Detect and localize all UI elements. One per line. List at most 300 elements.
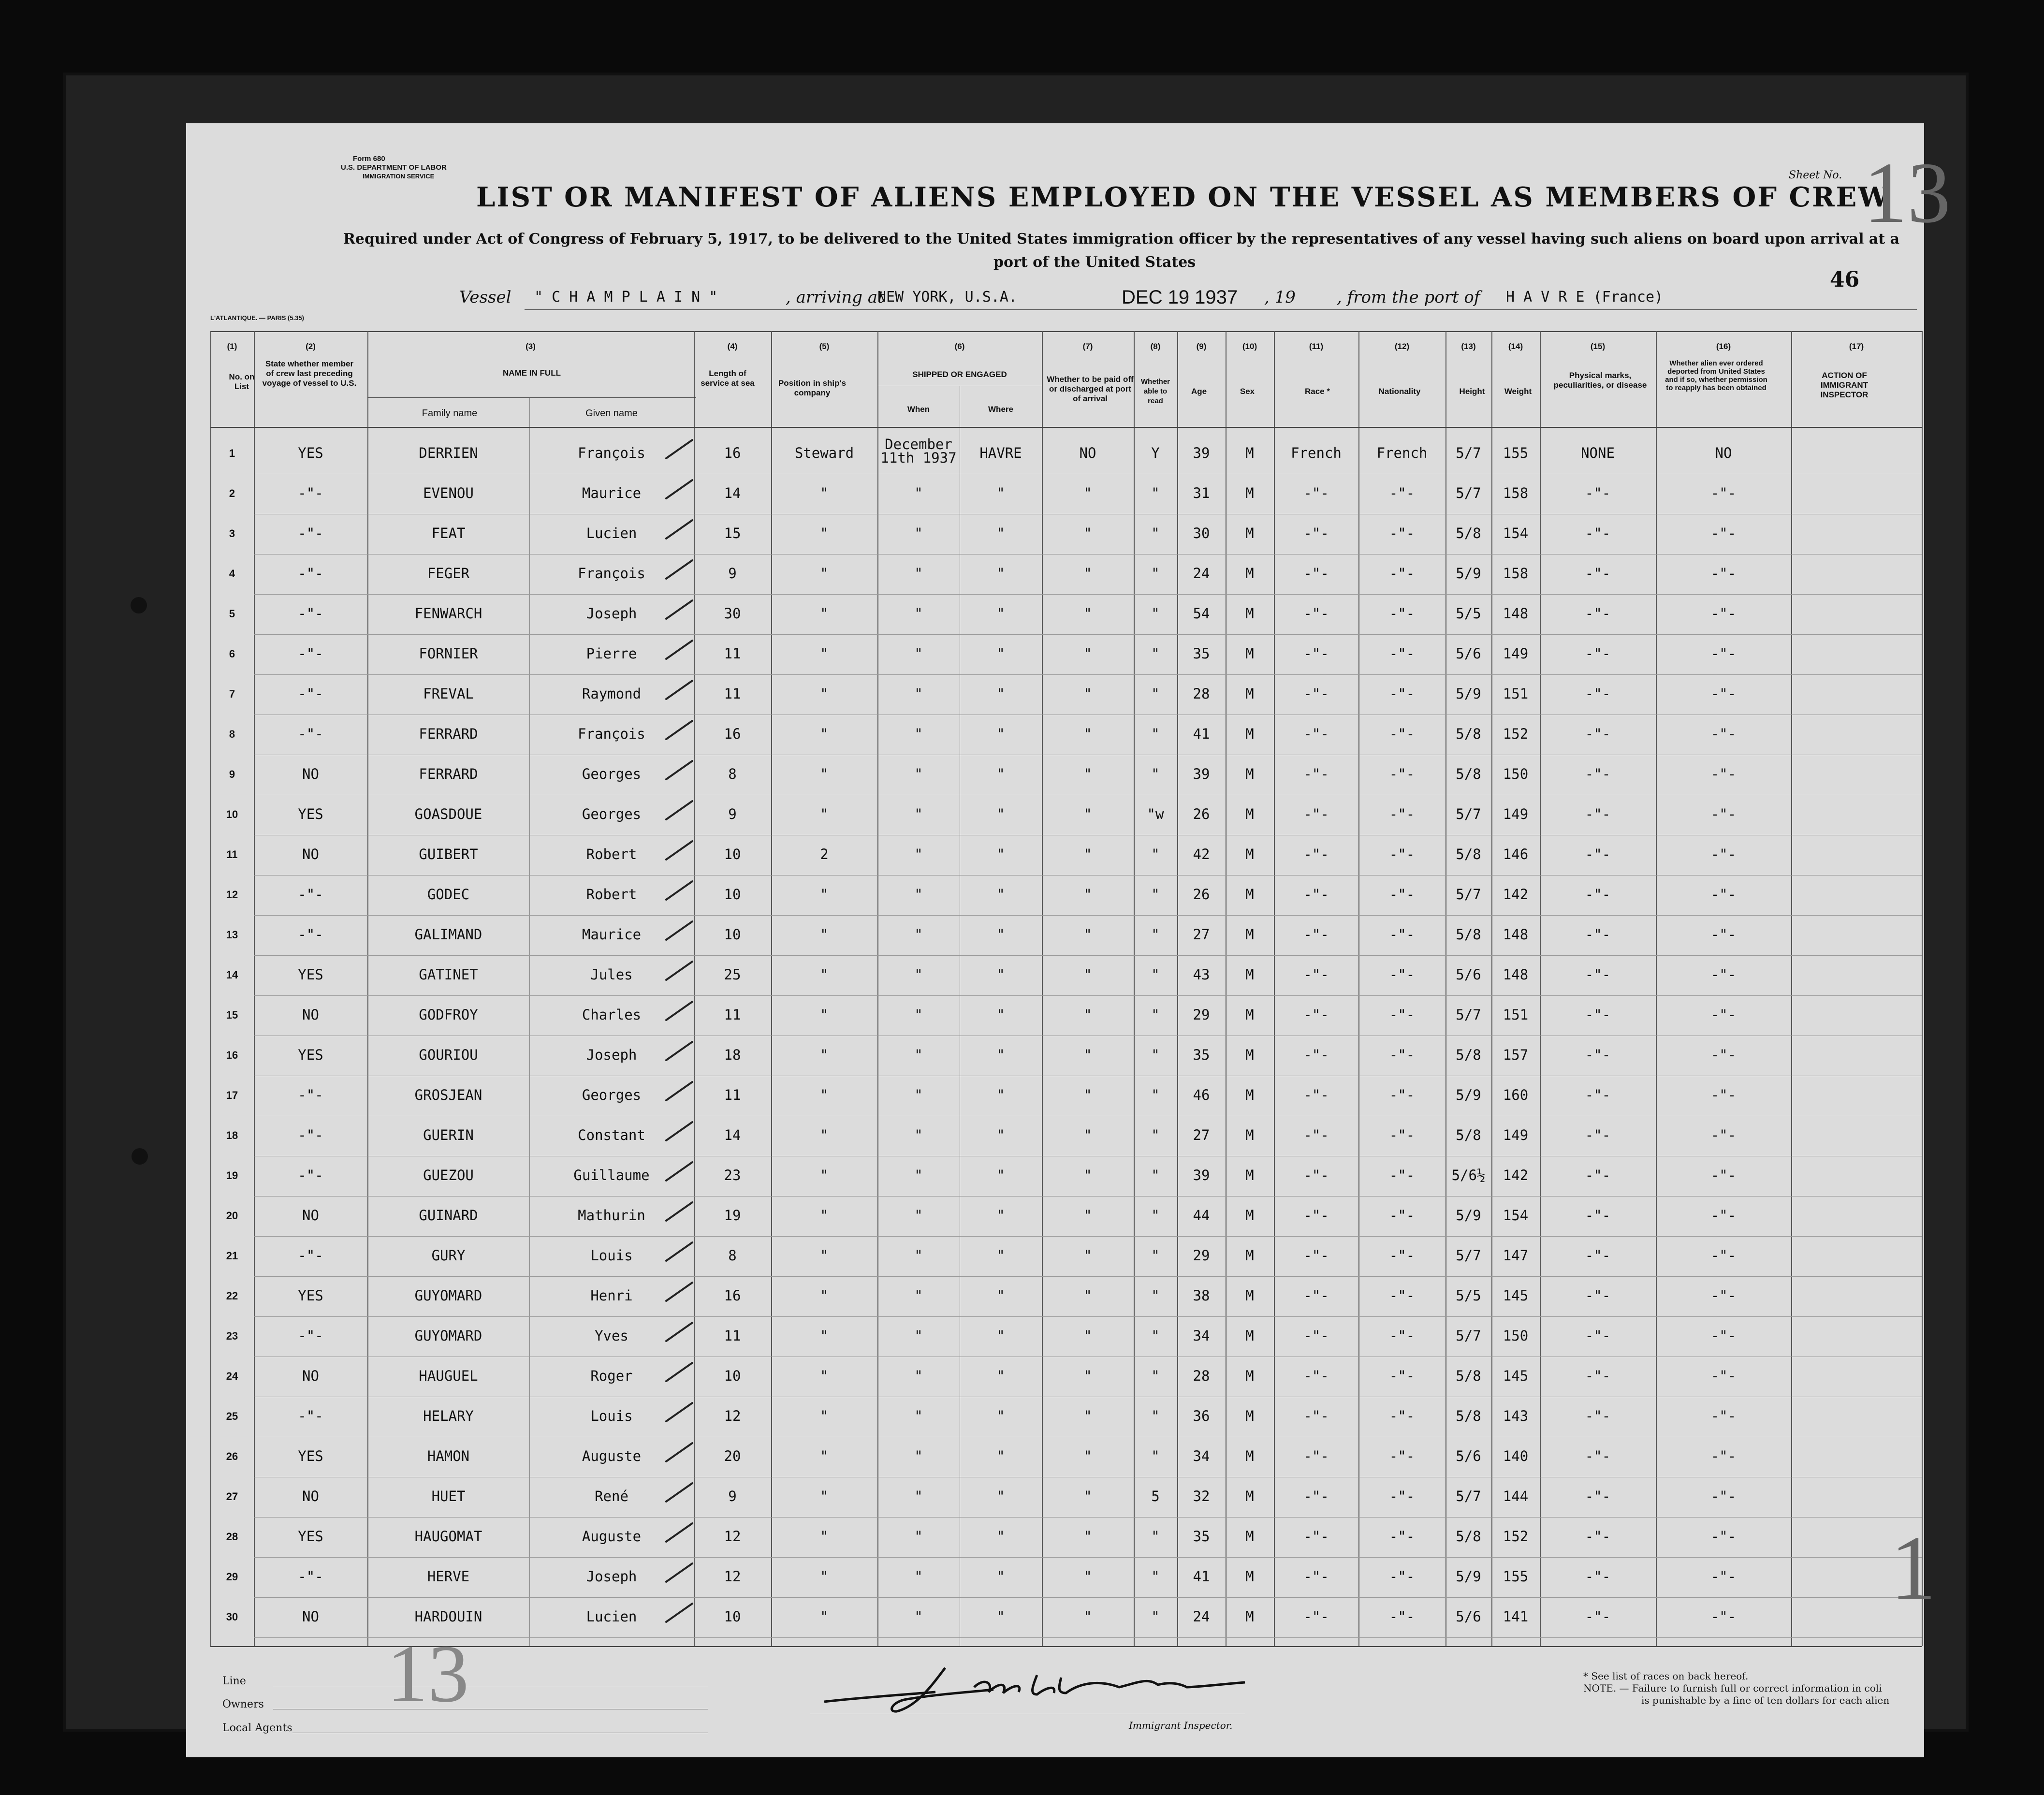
col-header-given-name: Given name — [585, 408, 638, 419]
able-to-read-cell: " — [1151, 1368, 1160, 1384]
shipped-where-cell: " — [996, 645, 1005, 662]
row-number: 25 — [226, 1410, 238, 1422]
column-rule — [1791, 331, 1792, 1646]
row-rule — [254, 1517, 1922, 1518]
family-name-cell: GUERIN — [423, 1127, 474, 1143]
weight-cell: 151 — [1503, 1007, 1529, 1023]
row-rule — [254, 1196, 1922, 1197]
sex-cell: M — [1245, 1368, 1254, 1384]
race-cell: -"- — [1303, 1368, 1329, 1384]
family-name-cell: FENWARCH — [414, 605, 482, 622]
able-to-read-cell: " — [1151, 1247, 1160, 1264]
paid-off-cell: " — [1083, 1608, 1092, 1625]
nationality-cell: -"- — [1389, 686, 1415, 702]
shipped-when-cell: " — [914, 966, 923, 983]
shipped-where-cell: " — [996, 1408, 1005, 1424]
age-cell: 32 — [1193, 1488, 1210, 1504]
column-number: (3) — [526, 342, 536, 351]
age-cell: 41 — [1193, 1568, 1210, 1585]
shipped-when-cell: " — [914, 1207, 923, 1224]
height-cell: 5/6 — [1456, 1608, 1481, 1625]
deported-status-cell: -"- — [1710, 766, 1737, 782]
height-cell: 5/8 — [1456, 766, 1481, 782]
age-cell: 31 — [1193, 485, 1210, 501]
height-cell: 5/7 — [1456, 1328, 1481, 1344]
paid-off-cell: " — [1083, 966, 1092, 983]
height-cell: 5/7 — [1456, 886, 1481, 903]
col-header-sex: Sex — [1240, 387, 1255, 396]
footer-owners-label: Owners — [222, 1698, 264, 1710]
race-cell: -"- — [1303, 1247, 1329, 1264]
physical-marks-cell: -"- — [1585, 1528, 1611, 1545]
paid-off-cell: " — [1083, 766, 1092, 782]
col-header-paid-off: Whether to be paid off or discharged at port of arrival — [1047, 375, 1134, 403]
service-length-cell: 25 — [724, 966, 741, 983]
column-number: (9) — [1196, 342, 1207, 351]
able-to-read-cell: " — [1151, 886, 1160, 903]
position-cell: " — [820, 485, 829, 501]
race-cell: -"- — [1303, 1608, 1329, 1625]
inspector-label: Immigrant Inspector. — [1129, 1720, 1233, 1731]
paid-off-cell: " — [1083, 1368, 1092, 1384]
row-number: 15 — [226, 1009, 238, 1021]
sex-cell: M — [1245, 1087, 1254, 1103]
sheet-label: Sheet No. — [1789, 169, 1842, 181]
given-name-cell: Lucien — [586, 525, 637, 541]
previous-voyage-cell: YES — [298, 966, 323, 983]
date-stamp: DEC 19 1937 — [1122, 287, 1238, 308]
col-header-height: Height — [1459, 387, 1485, 396]
vessel-line — [459, 288, 511, 307]
deported-status-cell: -"- — [1710, 1408, 1737, 1424]
nationality-cell: -"- — [1389, 1087, 1415, 1103]
column-number: (13) — [1461, 342, 1476, 351]
able-to-read-cell: " — [1151, 846, 1160, 862]
sex-cell: M — [1245, 1568, 1254, 1585]
race-cell: -"- — [1303, 1087, 1329, 1103]
row-number: 9 — [229, 768, 235, 780]
given-name-cell: Louis — [590, 1247, 633, 1264]
shipped-when-cell: " — [914, 1528, 923, 1545]
service-length-cell: 10 — [724, 926, 741, 943]
physical-marks-cell: -"- — [1585, 766, 1611, 782]
weight-cell: 142 — [1503, 886, 1529, 903]
sex-cell: M — [1245, 485, 1254, 501]
column-rule — [210, 331, 211, 1646]
weight-cell: 150 — [1503, 1328, 1529, 1344]
shipped-where-cell: " — [996, 1287, 1005, 1304]
able-to-read-cell: " — [1151, 1448, 1160, 1464]
nationality-cell: -"- — [1389, 726, 1415, 742]
previous-voyage-cell: YES — [298, 1287, 323, 1304]
weight-cell: 149 — [1503, 1127, 1529, 1143]
age-cell: 26 — [1193, 886, 1210, 903]
shipped-where-cell: " — [996, 1488, 1005, 1504]
weight-cell: 160 — [1503, 1087, 1529, 1103]
col-header-shipped: SHIPPED OR ENGAGED — [912, 370, 1007, 379]
shipped-when-cell: " — [914, 1368, 923, 1384]
paid-off-cell: " — [1083, 1167, 1092, 1183]
given-name-cell: Jules — [590, 966, 633, 983]
footer-line-label: Line — [222, 1675, 246, 1687]
position-cell: " — [820, 686, 829, 702]
row-number: 7 — [229, 688, 235, 700]
nationality-cell: -"- — [1389, 1127, 1415, 1143]
paid-off-cell: " — [1083, 605, 1092, 622]
able-to-read-cell: " — [1151, 1408, 1160, 1424]
weight-cell: 146 — [1503, 846, 1529, 862]
given-name-cell: Robert — [586, 886, 637, 903]
service-length-cell: 8 — [728, 766, 737, 782]
race-cell: -"- — [1303, 1007, 1329, 1023]
paid-off-cell: " — [1083, 926, 1092, 943]
service-length-cell: 8 — [728, 1247, 737, 1264]
weight-cell: 148 — [1503, 926, 1529, 943]
shipped-where-cell: " — [996, 1087, 1005, 1103]
shipped-where-cell: " — [996, 565, 1005, 582]
age-cell: 27 — [1193, 1127, 1210, 1143]
age-cell: 43 — [1193, 966, 1210, 983]
height-cell: 5/6 — [1456, 1448, 1481, 1464]
able-to-read-cell: " — [1151, 926, 1160, 943]
shipped-when-cell: " — [914, 926, 923, 943]
height-cell: 5/8 — [1456, 1047, 1481, 1063]
nationality-cell: -"- — [1389, 1528, 1415, 1545]
able-to-read-cell: " — [1151, 1608, 1160, 1625]
deported-status-cell: -"- — [1710, 485, 1737, 501]
race-cell: -"- — [1303, 686, 1329, 702]
given-name-cell: Joseph — [586, 1047, 637, 1063]
age-cell: 42 — [1193, 846, 1210, 862]
column-rule — [1922, 331, 1923, 1646]
height-cell: 5/6½ — [1451, 1167, 1486, 1183]
weight-cell: 158 — [1503, 565, 1529, 582]
weight-cell: 142 — [1503, 1167, 1529, 1183]
age-cell: 24 — [1193, 1608, 1210, 1625]
race-cell: -"- — [1303, 645, 1329, 662]
height-cell: 5/9 — [1456, 686, 1481, 702]
race-cell: -"- — [1303, 1047, 1329, 1063]
page-number: 46 — [1830, 267, 1860, 292]
family-name-cell: GODEC — [427, 886, 470, 903]
row-number: 30 — [226, 1611, 238, 1623]
shipped-where-cell: " — [996, 1448, 1005, 1464]
sex-cell: M — [1245, 926, 1254, 943]
weight-cell: 143 — [1503, 1408, 1529, 1424]
family-name-cell: HELARY — [423, 1408, 474, 1424]
service-length-cell: 11 — [724, 1328, 741, 1344]
family-name-cell: GOASDOUE — [414, 806, 482, 822]
row-number: 13 — [226, 929, 238, 941]
family-name-cell: DERRIEN — [419, 445, 478, 461]
row-rule — [254, 554, 1922, 555]
column-number: (15) — [1590, 342, 1606, 351]
nationality-cell: -"- — [1389, 846, 1415, 862]
weight-cell: 154 — [1503, 525, 1529, 541]
service-length-cell: 9 — [728, 806, 737, 822]
service-length-cell: 9 — [728, 565, 737, 582]
table-top-border — [210, 331, 1922, 332]
weight-cell: 147 — [1503, 1247, 1529, 1264]
col-header-family-name: Family name — [422, 408, 478, 419]
family-name-cell: FEAT — [431, 525, 466, 541]
race-cell: -"- — [1303, 485, 1329, 501]
arriving-label: , arriving at — [786, 288, 884, 307]
physical-marks-cell: -"- — [1585, 525, 1611, 541]
race-cell: -"- — [1303, 926, 1329, 943]
shipped-where-cell: " — [996, 686, 1005, 702]
previous-voyage-cell: YES — [298, 1047, 323, 1063]
previous-voyage-cell: -"- — [298, 485, 323, 501]
physical-marks-cell: -"- — [1585, 485, 1611, 501]
height-cell: 5/9 — [1456, 1087, 1481, 1103]
race-cell: -"- — [1303, 1488, 1329, 1504]
nationality-cell: -"- — [1389, 886, 1415, 903]
vessel-name: " C H A M P L A I N " — [534, 289, 718, 306]
position-cell: " — [820, 1448, 829, 1464]
service-length-cell: 10 — [724, 846, 741, 862]
shipped-when-cell: " — [914, 886, 923, 903]
race-cell: -"- — [1303, 1568, 1329, 1585]
physical-marks-cell: -"- — [1585, 1207, 1611, 1224]
able-to-read-cell: " — [1151, 1127, 1160, 1143]
column-number: (6) — [954, 342, 965, 351]
deported-status-cell: -"- — [1710, 605, 1737, 622]
physical-marks-cell: -"- — [1585, 886, 1611, 903]
shipped-where-cell: " — [996, 605, 1005, 622]
able-to-read-cell: 5 — [1151, 1488, 1160, 1504]
column-number: (17) — [1849, 342, 1864, 351]
deported-status-cell: NO — [1715, 445, 1732, 461]
age-cell: 44 — [1193, 1207, 1210, 1224]
nationality-cell: -"- — [1389, 1207, 1415, 1224]
nationality-cell: -"- — [1389, 1488, 1415, 1504]
family-name-cell: GUINARD — [419, 1207, 478, 1224]
race-cell: -"- — [1303, 726, 1329, 742]
given-name-cell: Raymond — [582, 686, 642, 702]
able-to-read-cell: " — [1151, 485, 1160, 501]
previous-voyage-cell: -"- — [298, 726, 323, 742]
age-cell: 38 — [1193, 1287, 1210, 1304]
age-cell: 36 — [1193, 1408, 1210, 1424]
position-cell: " — [820, 1047, 829, 1063]
weight-cell: 157 — [1503, 1047, 1529, 1063]
able-to-read-cell: " — [1151, 1328, 1160, 1344]
race-cell: -"- — [1303, 1207, 1329, 1224]
sex-cell: M — [1245, 1167, 1254, 1183]
deported-status-cell: -"- — [1710, 1247, 1737, 1264]
weight-cell: 148 — [1503, 966, 1529, 983]
age-cell: 41 — [1193, 726, 1210, 742]
row-number: 29 — [226, 1571, 238, 1583]
row-number: 2 — [229, 487, 235, 499]
age-cell: 29 — [1193, 1007, 1210, 1023]
position-cell: " — [820, 1408, 829, 1424]
age-cell: 29 — [1193, 1247, 1210, 1264]
shipped-where-cell: " — [996, 1167, 1005, 1183]
sex-cell: M — [1245, 1328, 1254, 1344]
age-cell: 35 — [1193, 1528, 1210, 1545]
height-cell: 5/8 — [1456, 1408, 1481, 1424]
given-name-cell: Robert — [586, 846, 637, 862]
shipped-where-cell: " — [996, 766, 1005, 782]
service-length-cell: 16 — [724, 1287, 741, 1304]
shipped-where-cell: " — [996, 1047, 1005, 1063]
physical-marks-cell: -"- — [1585, 1127, 1611, 1143]
paid-off-cell: " — [1083, 726, 1092, 742]
row-rule — [254, 674, 1922, 675]
deported-status-cell: -"- — [1710, 645, 1737, 662]
age-cell: 39 — [1193, 445, 1210, 461]
previous-voyage-cell: -"- — [298, 1247, 323, 1264]
age-cell: 27 — [1193, 926, 1210, 943]
age-cell: 35 — [1193, 645, 1210, 662]
paid-off-cell: " — [1083, 1287, 1092, 1304]
sex-cell: M — [1245, 846, 1254, 862]
height-cell: 5/8 — [1456, 1528, 1481, 1545]
row-rule — [254, 995, 1922, 996]
service-length-cell: 15 — [724, 525, 741, 541]
position-cell: " — [820, 926, 829, 943]
paid-off-cell: " — [1083, 886, 1092, 903]
height-cell: 5/8 — [1456, 726, 1481, 742]
given-name-cell: Georges — [582, 766, 642, 782]
service-length-cell: 19 — [724, 1207, 741, 1224]
position-cell: " — [820, 605, 829, 622]
shipped-where-cell: " — [996, 726, 1005, 742]
paid-off-cell: " — [1083, 1408, 1092, 1424]
column-number: (12) — [1394, 342, 1410, 351]
race-cell: -"- — [1303, 605, 1329, 622]
weight-cell: 145 — [1503, 1368, 1529, 1384]
page-title: LIST OR MANIFEST OF ALIENS EMPLOYED ON THE VESSEL AS MEMBERS OF CREW — [476, 181, 1890, 213]
paid-off-cell: " — [1083, 1127, 1092, 1143]
deported-status-cell: -"- — [1710, 1127, 1737, 1143]
physical-marks-cell: -"- — [1585, 926, 1611, 943]
printer-label: L'ATLANTIQUE. — PARIS (5.35) — [210, 314, 305, 321]
shipped-when-cell: " — [914, 1127, 923, 1143]
paid-off-cell: " — [1083, 485, 1092, 501]
row-number: 21 — [226, 1250, 238, 1262]
previous-voyage-cell: NO — [302, 1207, 319, 1224]
paid-off-cell: " — [1083, 1528, 1092, 1545]
side-mark: 1 — [1890, 1518, 1936, 1619]
family-name-cell: HERVE — [427, 1568, 470, 1585]
given-name-cell: Joseph — [586, 1568, 637, 1585]
physical-marks-cell: -"- — [1585, 1448, 1611, 1464]
shipped-where-cell: " — [996, 1528, 1005, 1545]
previous-voyage-cell: YES — [298, 445, 323, 461]
sex-cell: M — [1245, 1007, 1254, 1023]
previous-voyage-cell: -"- — [298, 1328, 323, 1344]
service-length-cell: 23 — [724, 1167, 741, 1183]
previous-voyage-cell: NO — [302, 1007, 319, 1023]
family-name-cell: GUYOMARD — [414, 1328, 482, 1344]
family-name-cell: FREVAL — [423, 686, 474, 702]
height-cell: 5/8 — [1456, 1368, 1481, 1384]
header-bottom-border — [210, 427, 1922, 428]
row-number: 1 — [229, 447, 235, 459]
shipped-when-cell: " — [914, 1047, 923, 1063]
family-name-cell: GUEZOU — [423, 1167, 474, 1183]
service-length-cell: 11 — [724, 1007, 741, 1023]
age-cell: 30 — [1193, 525, 1210, 541]
age-cell: 39 — [1193, 766, 1210, 782]
able-to-read-cell: " — [1151, 1087, 1160, 1103]
service-length-cell: 20 — [724, 1448, 741, 1464]
col-header-previous-voyage: State whether member of crew last preceding voyage of vessel to U.S. — [262, 359, 357, 388]
col-header-deported: Whether alien ever ordered deported from United States and if so, whether permission to reapply has been obtained — [1665, 359, 1767, 392]
family-name-cell: HAMON — [427, 1448, 470, 1464]
shipped-when-cell: " — [914, 1167, 923, 1183]
height-cell: 5/8 — [1456, 926, 1481, 943]
sex-cell: M — [1245, 1408, 1254, 1424]
family-name-cell: HAUGUEL — [419, 1368, 478, 1384]
shipped-when-cell: " — [914, 1488, 923, 1504]
family-name-cell: FERRARD — [419, 726, 478, 742]
family-name-cell: FERRARD — [419, 766, 478, 782]
position-cell: " — [820, 1127, 829, 1143]
race-cell: -"- — [1303, 565, 1329, 582]
race-cell: -"- — [1303, 846, 1329, 862]
given-name-cell: Henri — [590, 1287, 633, 1304]
sex-cell: M — [1245, 1488, 1254, 1504]
service-length-cell: 10 — [724, 1608, 741, 1625]
nationality-cell: -"- — [1389, 485, 1415, 501]
position-cell: Steward — [794, 445, 854, 461]
paid-off-cell: " — [1083, 686, 1092, 702]
subtitle-line-1: Required under Act of Congress of February 5, 1917, to be delivered to the United States immigration officer by the representatives of any vessel having such aliens on board upon arrival at a — [343, 231, 1900, 248]
punch-hole — [131, 1148, 148, 1165]
row-rule — [254, 1637, 1922, 1638]
deported-status-cell: -"- — [1710, 726, 1737, 742]
race-cell: -"- — [1303, 766, 1329, 782]
height-cell: 5/9 — [1456, 1568, 1481, 1585]
physical-marks-cell: -"- — [1585, 1007, 1611, 1023]
age-cell: 28 — [1193, 1368, 1210, 1384]
family-name-cell: GODFROY — [419, 1007, 478, 1023]
sex-cell: M — [1245, 1448, 1254, 1464]
deported-status-cell: -"- — [1710, 1047, 1737, 1063]
name-divider — [367, 397, 696, 398]
row-rule — [254, 1597, 1922, 1598]
vessel-label: Vessel — [459, 288, 511, 307]
able-to-read-cell: " — [1151, 1528, 1160, 1545]
race-cell: -"- — [1303, 886, 1329, 903]
able-to-read-cell: " — [1151, 1568, 1160, 1585]
shipped-where-cell: " — [996, 966, 1005, 983]
position-cell: " — [820, 645, 829, 662]
given-name-cell: Yves — [595, 1328, 628, 1344]
physical-marks-cell: -"- — [1585, 1047, 1611, 1063]
sex-cell: M — [1245, 726, 1254, 742]
paid-off-cell: " — [1083, 1047, 1092, 1063]
note-fine-2: is punishable by a fine of ten dollars for each alien — [1641, 1694, 1890, 1706]
column-number: (11) — [1309, 342, 1324, 351]
previous-voyage-cell: -"- — [298, 605, 323, 622]
shipped-when-cell: " — [914, 806, 923, 822]
sex-cell: M — [1245, 1528, 1254, 1545]
paid-off-cell: NO — [1079, 445, 1096, 461]
shipped-when-cell: " — [914, 686, 923, 702]
shipped-when-cell: " — [914, 605, 923, 622]
race-cell: -"- — [1303, 1448, 1329, 1464]
family-name-cell: GUYOMARD — [414, 1287, 482, 1304]
weight-cell: 140 — [1503, 1448, 1529, 1464]
height-cell: 5/6 — [1456, 645, 1481, 662]
shipped-where-cell: " — [996, 1207, 1005, 1224]
row-number: 11 — [226, 848, 238, 861]
